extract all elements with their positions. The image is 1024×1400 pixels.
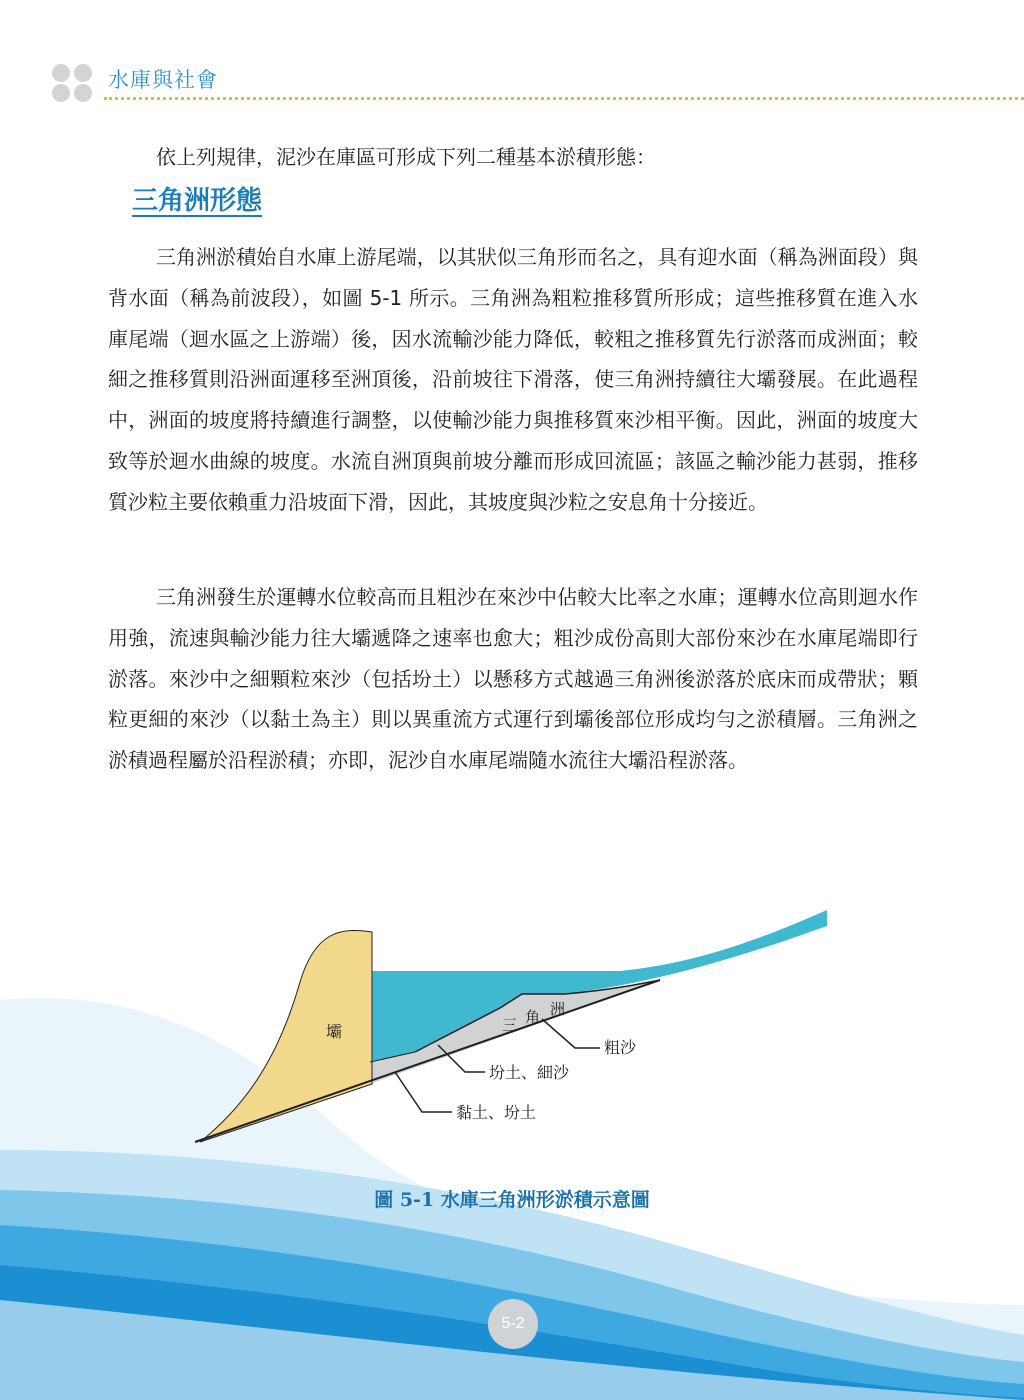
silt-fine-sand-label: 坋土、細沙 bbox=[489, 1063, 570, 1082]
clay-silt-label: 黏土、坋土 bbox=[456, 1103, 537, 1122]
page-number: 5-2 bbox=[488, 1299, 538, 1349]
section-heading: 三角洲形態 bbox=[132, 186, 263, 216]
delta-label-3: 洲 bbox=[550, 1000, 566, 1018]
header-dots-icon bbox=[52, 64, 94, 104]
page-header bbox=[0, 0, 1024, 110]
chapter-title: 水庫與社會 bbox=[108, 68, 218, 92]
delta-deposition-diagram bbox=[190, 902, 830, 1150]
coarse-sand-label: 粗沙 bbox=[604, 1038, 637, 1057]
dam-label: 壩 bbox=[326, 1022, 343, 1041]
body-paragraph: 三角洲發生於運轉水位較高而且粗沙在來沙中佔較大比率之水庫；運轉水位高則迴水作用強，流速與輸沙能力往大壩遞降之速率也愈大；粗沙成份高則大部份來沙在水庫尾端即行淤落。來沙中之細顆粒來沙（包括坋土）以懸移方式越過三角洲後淤落於底床而成帶狀；顆粒更細的來沙（以黏土為主）則以異重流方式運行到壩後部位形成均勻之淤積層。三角洲之淤積過程屬於沿程淤積；亦即，泥沙自水庫尾端隨水流往大壩沿程淤落。 bbox=[108, 585, 918, 773]
delta-label-2: 角 bbox=[525, 1008, 541, 1026]
intro-paragraph: 依上列規律，泥沙在庫區可形成下列二種基本淤積形態： bbox=[156, 145, 656, 169]
body-paragraph: 三角洲淤積始自水庫上游尾端，以其狀似三角形而名之，具有迎水面（稱為洲面段）與背水面（稱為前波段），如圖 5-1 所示。三角洲為粗粒推移質所形成；這些推移質在進入水庫尾端（迴水區之上游端）後，因水流輸沙能力降低，較粗之推移質先行淤落而成洲面；較細之推移質則沿洲面運移至洲頂後，沿前坡往下滑落，使三角洲持續往大壩發展。在此過程中，洲面的坡度將持續進行調整，以使輸沙能力與推移質來沙相平衡。因此，洲面的坡度大致等於迴水曲線的坡度。水流自洲頂與前坡分離而形成回流區；該區之輸沙能力甚弱，推移質沙粒主要依賴重力沿坡面下滑，因此，其坡度與沙粒之安息角十分接近。 bbox=[108, 245, 918, 514]
figure-caption: 圖 5-1 水庫三角洲形淤積示意圖 bbox=[374, 1189, 650, 1211]
delta-label-1: 三 bbox=[502, 1016, 518, 1034]
header-divider bbox=[104, 97, 1024, 100]
